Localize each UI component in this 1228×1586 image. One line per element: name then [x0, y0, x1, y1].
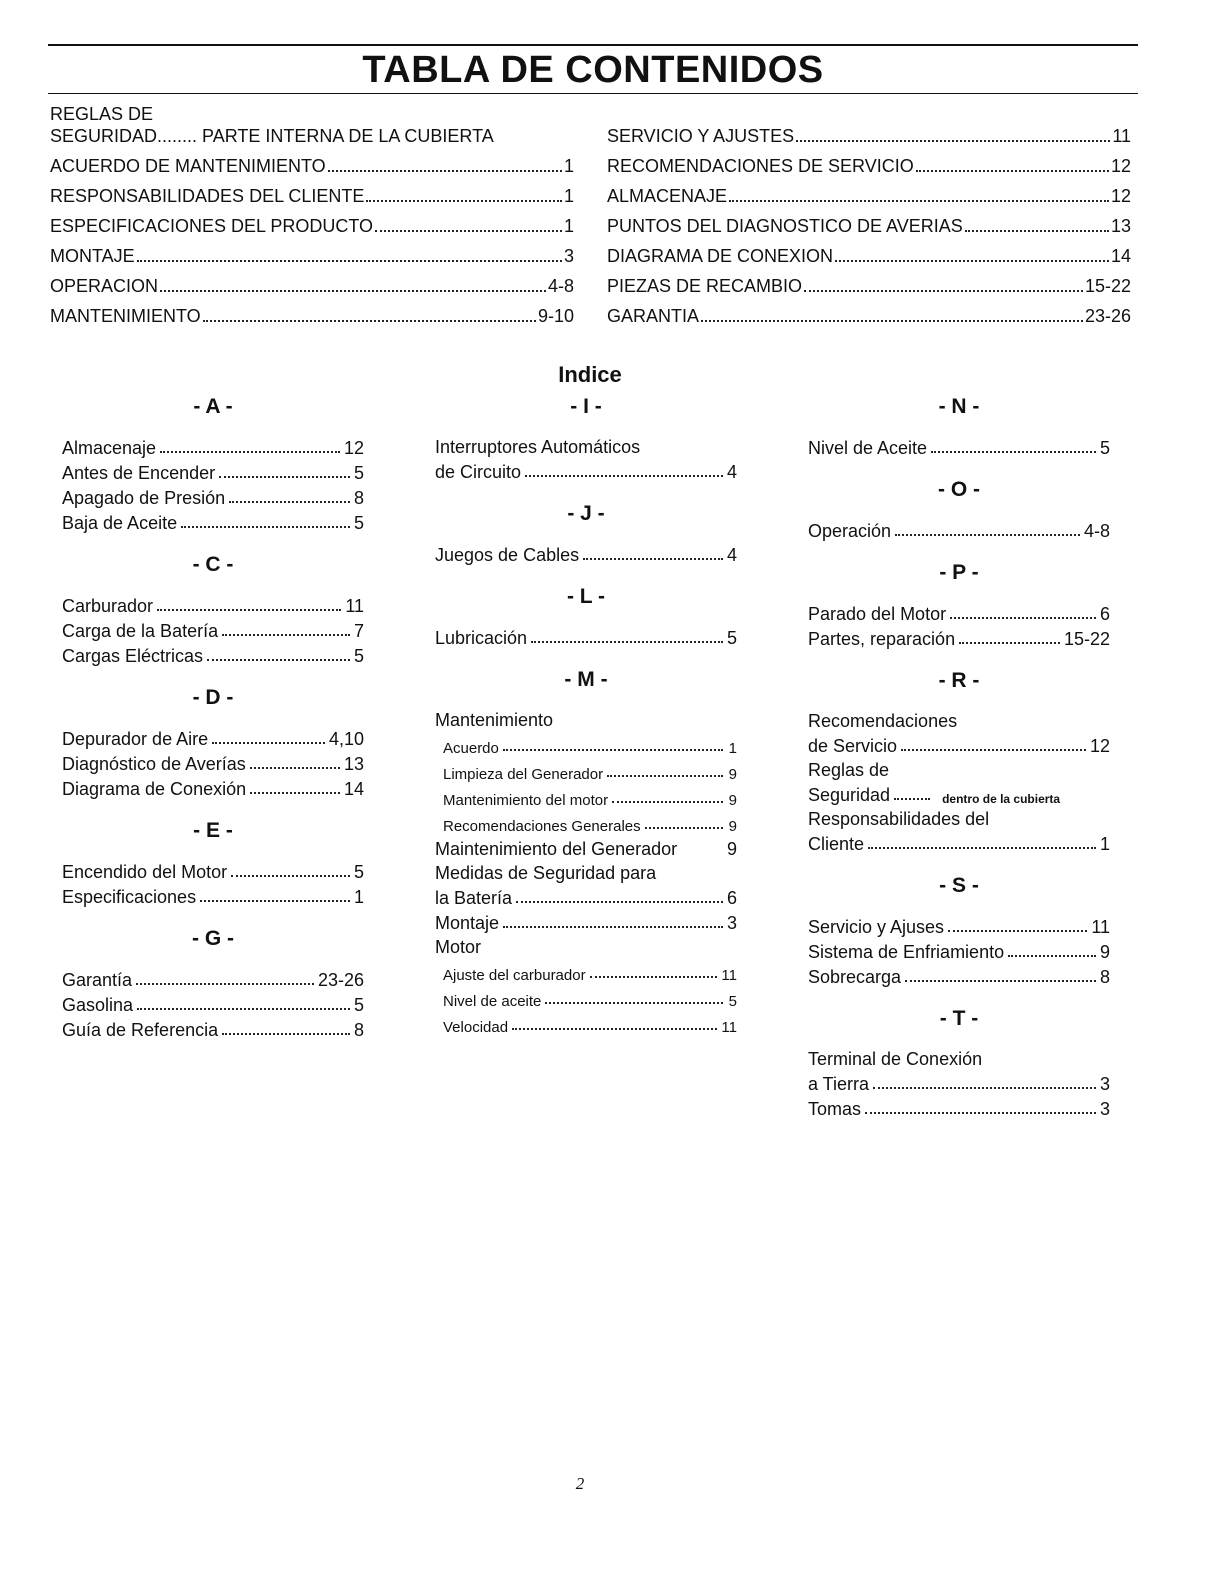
index-entry: [808, 600, 1110, 625]
index-entry-label: Baja de Aceite: [62, 513, 178, 533]
index-column-1: [62, 394, 364, 1059]
index-entry-label: Sistema de Enfriamiento: [808, 942, 1005, 962]
index-entry: [435, 541, 737, 566]
index-entry-label: Interruptores Automáticos: [435, 437, 641, 457]
dot-leader: [545, 1001, 723, 1004]
dot-leader: [157, 608, 341, 611]
index-entry-label: Medidas de Seguridad para: [435, 863, 657, 883]
toc-row: [607, 177, 1131, 207]
index-entry: [62, 434, 364, 459]
index-entry-label: Depurador de Aire: [62, 729, 209, 749]
index-entry: [435, 707, 737, 731]
index-letter-heading: - R -: [938, 669, 980, 692]
index-entry: [62, 1016, 364, 1041]
toc-label: ESPECIFICACIONES DEL PRODUCTO: [50, 216, 374, 236]
index-letter-heading: - A -: [193, 395, 233, 418]
index-entry: [435, 958, 737, 984]
index-entry-page: 5: [728, 993, 737, 1010]
dot-leader: [948, 929, 1087, 932]
toc-row: [50, 177, 574, 207]
index-entry-label: Mantenimiento del motor: [443, 792, 609, 809]
index-section: [62, 552, 364, 667]
index-entry-label: Acuerdo: [443, 740, 499, 757]
dot-leader: [219, 475, 350, 478]
index-entry: [435, 783, 737, 809]
toc-page-number: 23-26: [1084, 306, 1131, 326]
dot-leader: [160, 289, 546, 292]
index-entry-label: Nivel de aceite: [443, 993, 542, 1010]
index-letter-heading: - C -: [192, 553, 234, 576]
index-entry: [62, 750, 364, 775]
toc-page-number: 4-8: [547, 276, 574, 296]
index-entry-page: 14: [343, 779, 364, 799]
index-entry-note: dentro de la cubierta: [942, 792, 1061, 806]
index-entry: [435, 809, 737, 835]
index-entry-page: 1: [1099, 834, 1110, 854]
index-entry: [435, 731, 737, 757]
index-entry-page: 5: [726, 628, 737, 648]
toc-label: REGLAS DE SEGURIDAD........ PARTE INTERNA DE LA CUBIERTA: [50, 104, 494, 146]
toc-row: [50, 147, 574, 177]
index-entry-page: 15-22: [1063, 629, 1110, 649]
index-letter-heading: - L -: [566, 585, 606, 608]
toc-label: MONTAJE: [50, 246, 135, 266]
dot-leader: [229, 500, 350, 503]
index-entry-label: Juegos de Cables: [435, 545, 580, 565]
index-entry-page: 11: [721, 1019, 737, 1036]
page-number: 2: [575, 1474, 585, 1493]
index-entry-label: Cargas Eléctricas: [62, 646, 204, 666]
toc-row: [50, 207, 574, 237]
dot-leader: [366, 199, 562, 202]
index-entry-label: Antes de Encender: [62, 463, 216, 483]
index-entry-label: Recomendaciones: [808, 711, 958, 731]
index-entry-label: Carga de la Batería: [62, 621, 219, 641]
dot-leader: [804, 289, 1083, 292]
index-entry-page: 11: [721, 967, 737, 984]
index-entry: [435, 934, 737, 958]
index-entry-label: Mantenimiento: [435, 710, 554, 730]
toc-page-number: 14: [1110, 246, 1131, 266]
index-entry-page: 7: [353, 621, 364, 641]
toc-label: RESPONSABILIDADES DEL CLIENTE: [50, 186, 365, 206]
index-entry-label: Recomendaciones Generales: [443, 818, 641, 835]
index-entry-page: 4-8: [1083, 521, 1110, 541]
index-entry-page: 4: [726, 462, 737, 482]
dot-leader: [222, 633, 350, 636]
toc-row: [50, 237, 574, 267]
index-section: [62, 818, 364, 908]
dot-leader: [729, 199, 1109, 202]
toc-row: [50, 297, 574, 327]
index-entry-label: Terminal de Conexión: [808, 1049, 983, 1069]
dot-leader: [212, 741, 325, 744]
toc-left-column: [50, 103, 574, 327]
toc-row: [607, 237, 1131, 267]
toc-label: MANTENIMIENTO: [50, 306, 201, 326]
dot-leader: [203, 319, 536, 322]
index-entry-page: 5: [353, 995, 364, 1015]
index-entry: [435, 757, 737, 783]
toc-page-number: 12: [1110, 186, 1131, 206]
index-entry-label: Tomas: [808, 1099, 862, 1119]
index-entry-label: Diagrama de Conexión: [62, 779, 247, 799]
index-entry-page: 9: [728, 792, 737, 809]
index-entry: [808, 806, 1110, 830]
toc-label: PIEZAS DE RECAMBIO: [607, 276, 803, 296]
index-entry-label: Servicio y Ajuses: [808, 917, 945, 937]
index-section: [808, 1006, 1110, 1120]
dot-leader: [200, 899, 350, 902]
index-entry-label: Nivel de Aceite: [808, 438, 928, 458]
dot-leader: [865, 1111, 1096, 1114]
index-entry-page: 3: [1099, 1074, 1110, 1094]
index-entry-label: Reglas de: [808, 760, 890, 780]
index-entry-page: 13: [343, 754, 364, 774]
index-entry-label: de Circuito: [435, 462, 522, 482]
page-title: TABLA DE CONTENIDOS: [362, 49, 824, 91]
index-entry-label: la Batería: [435, 888, 513, 908]
toc-row: [607, 147, 1131, 177]
index-entry-label: Seguridad: [808, 785, 891, 805]
index-entry: [62, 883, 364, 908]
dot-leader: [868, 846, 1096, 849]
dot-leader: [901, 748, 1086, 751]
dot-leader: [894, 797, 930, 800]
index-entry-label: Lubricación: [435, 628, 528, 648]
index-entry-page: 11: [345, 596, 364, 616]
index-section: [808, 668, 1110, 855]
index-section: [435, 394, 737, 483]
index-entry-page: 11: [1091, 917, 1110, 937]
index-entry: [435, 835, 737, 860]
index-entry: [808, 625, 1110, 650]
index-section: [62, 926, 364, 1041]
index-letter-heading: - O -: [938, 478, 980, 501]
index-section: [808, 394, 1110, 459]
dot-leader: [905, 979, 1096, 982]
toc-page-number: 11: [1112, 126, 1131, 146]
toc-label: DIAGRAMA DE CONEXION: [607, 246, 834, 266]
index-letter-heading: - E -: [193, 819, 233, 842]
dot-leader: [375, 229, 562, 232]
dot-leader: [531, 640, 723, 643]
index-letter-heading: - I -: [570, 395, 602, 418]
index-letter-heading: - P -: [939, 561, 979, 584]
index-entry-page: 6: [1099, 604, 1110, 624]
index-entry-label: Especificaciones: [62, 887, 197, 907]
toc-row: [607, 297, 1131, 327]
index-entry-label: Partes, reparación: [808, 629, 956, 649]
index-entry-label: Operación: [808, 521, 892, 541]
index-entry: [808, 708, 1110, 732]
index-section: [62, 685, 364, 800]
toc-page-number: 3: [563, 246, 574, 266]
index-entry: [808, 732, 1110, 757]
index-entry-page: 8: [353, 1020, 364, 1040]
toc-page-number: 1: [563, 186, 574, 206]
toc-row: [50, 267, 574, 297]
index-letter-heading: - S -: [939, 874, 979, 897]
dot-leader: [516, 900, 723, 903]
index-column-2: [435, 394, 737, 1054]
toc-label: GARANTIA: [607, 306, 700, 326]
index-entry: [808, 830, 1110, 855]
dot-leader: [835, 259, 1109, 262]
dot-leader: [965, 229, 1109, 232]
index-entry-page: 23-26: [317, 970, 364, 990]
index-entry-label: Velocidad: [443, 1019, 509, 1036]
dot-leader: [873, 1086, 1096, 1089]
index-entry: [435, 624, 737, 649]
dot-leader: [583, 557, 723, 560]
index-entry: [435, 909, 737, 934]
index-entry-label: Parado del Motor: [808, 604, 947, 624]
index-entry: [62, 991, 364, 1016]
index-entry: [62, 509, 364, 534]
index-entry: [808, 963, 1110, 988]
index-entry-label: Guía de Referencia: [62, 1020, 219, 1040]
index-entry-label: Cliente: [808, 834, 865, 854]
top-rule: [48, 44, 1138, 46]
toc-row: [50, 103, 574, 147]
index-entry-page: 9: [728, 818, 737, 835]
toc-page-number: 13: [1110, 216, 1131, 236]
dot-leader: [959, 641, 1060, 644]
dot-leader: [207, 658, 350, 661]
index-entry-page: 5: [1099, 438, 1110, 458]
dot-leader: [328, 169, 562, 172]
index-entry: [62, 642, 364, 667]
index-entry-label: Ajuste del carburador: [443, 967, 586, 984]
index-title: Indice: [558, 362, 622, 387]
index-entry-page: 9: [728, 766, 737, 783]
index-entry: [62, 966, 364, 991]
dot-leader: [607, 774, 723, 777]
index-section: [435, 501, 737, 566]
index-entry-page: 6: [726, 888, 737, 908]
index-entry: [435, 884, 737, 909]
index-letter-heading: - T -: [939, 1007, 979, 1030]
toc-row: [607, 103, 1131, 147]
dot-leader: [137, 1007, 350, 1010]
index-entry-label: Motor: [435, 937, 482, 957]
title-rule: [48, 93, 1138, 94]
dot-leader: [590, 975, 718, 978]
toc-row: [607, 207, 1131, 237]
dot-leader: [160, 450, 340, 453]
index-entry: [62, 484, 364, 509]
toc-page-number: 1: [563, 156, 574, 176]
dot-leader: [645, 826, 723, 829]
toc-label: PUNTOS DEL DIAGNOSTICO DE AVERIAS: [607, 216, 963, 236]
toc-page-number: 9-10: [537, 306, 574, 326]
index-entry: [435, 434, 737, 458]
toc-page-number: 1: [563, 216, 574, 236]
dot-leader: [503, 925, 723, 928]
dot-leader: [525, 474, 723, 477]
index-entry: [62, 725, 364, 750]
dot-leader: [1008, 954, 1096, 957]
index-entry-label: Responsabilidades del: [808, 809, 990, 829]
index-column-3: [808, 394, 1110, 1138]
index-entry-label: Apagado de Presión: [62, 488, 226, 508]
index-entry: [808, 434, 1110, 459]
index-entry: [808, 517, 1110, 542]
index-letter-heading: - G -: [192, 927, 234, 950]
dot-leader: [916, 169, 1109, 172]
index-entry: [808, 1070, 1110, 1095]
index-entry: [435, 1010, 737, 1036]
index-section: [808, 560, 1110, 650]
dot-leader: [503, 748, 723, 751]
index-entry: [808, 913, 1110, 938]
index-letter-heading: - M -: [564, 668, 608, 691]
index-entry: [62, 617, 364, 642]
index-entry: [62, 459, 364, 484]
index-entry-page: 8: [1099, 967, 1110, 987]
index-entry-page: 3: [1099, 1099, 1110, 1119]
index-entry-page: 9: [1099, 942, 1110, 962]
index-entry-label: Almacenaje: [62, 438, 157, 458]
index-entry-page: 8: [353, 488, 364, 508]
index-entry: [62, 775, 364, 800]
index-entry-label: Garantía: [62, 970, 133, 990]
index-entry: [435, 458, 737, 483]
index-entry-label: a Tierra: [808, 1074, 870, 1094]
index-entry: [435, 984, 737, 1010]
index-entry: [62, 858, 364, 883]
index-section: [62, 394, 364, 534]
index-entry-page: 4: [726, 545, 737, 565]
toc-page-number: 12: [1110, 156, 1131, 176]
index-entry: [62, 592, 364, 617]
index-letter-heading: - J -: [567, 502, 605, 525]
index-letter-heading: - N -: [938, 395, 980, 418]
index-entry-label: Gasolina: [62, 995, 134, 1015]
index-entry-page: 9: [726, 839, 737, 859]
index-entry-label: Encendido del Motor: [62, 862, 228, 882]
index-entry-label: Montaje: [435, 913, 500, 933]
dot-leader: [931, 450, 1096, 453]
dot-leader: [250, 766, 340, 769]
index-entry-page: 1: [728, 740, 737, 757]
index-section: [435, 584, 737, 649]
dot-leader: [181, 525, 350, 528]
dot-leader: [895, 533, 1080, 536]
dot-leader: [231, 874, 350, 877]
toc-right-column: [607, 103, 1131, 327]
dot-leader: [250, 791, 340, 794]
index-entry: [435, 860, 737, 884]
toc-label: SERVICIO Y AJUSTES: [607, 126, 795, 146]
index-entry-page: 4,10: [328, 729, 364, 749]
index-entry-label: Diagnóstico de Averías: [62, 754, 246, 774]
dot-leader: [950, 616, 1096, 619]
dot-leader: [701, 319, 1083, 322]
index-entry-page: 5: [353, 463, 364, 483]
index-entry: [808, 781, 1110, 806]
index-entry-page: 12: [1089, 736, 1110, 756]
index-entry-page: 12: [343, 438, 364, 458]
index-section: [435, 667, 737, 1036]
index-entry-label: de Servicio: [808, 736, 898, 756]
dot-leader: [612, 800, 723, 803]
index-entry: [808, 1046, 1110, 1070]
toc-label: OPERACION: [50, 276, 159, 296]
index-entry-page: 5: [353, 513, 364, 533]
toc-label: ACUERDO DE MANTENIMIENTO: [50, 156, 326, 176]
index-entry-label: Sobrecarga: [808, 967, 902, 987]
index-entry-label: Carburador: [62, 596, 154, 616]
dot-leader: [222, 1032, 350, 1035]
toc-row: [607, 267, 1131, 297]
dot-leader: [796, 139, 1110, 142]
index-entry-page: 5: [353, 862, 364, 882]
index-section: [808, 477, 1110, 542]
index-entry: [808, 1095, 1110, 1120]
index-entry-page: 3: [726, 913, 737, 933]
dot-leader: [512, 1027, 717, 1030]
toc-label: ALMACENAJE: [607, 186, 728, 206]
dot-leader: [137, 259, 562, 262]
index-entry-label: Maintenimiento del Generador: [435, 839, 678, 859]
index-entry: [808, 757, 1110, 781]
index-section: [808, 873, 1110, 988]
index-letter-heading: - D -: [192, 686, 234, 709]
toc-label: RECOMENDACIONES DE SERVICIO: [607, 156, 914, 176]
index-entry-page: 5: [353, 646, 364, 666]
index-entry: [808, 938, 1110, 963]
toc-page-number: 15-22: [1084, 276, 1131, 296]
index-entry-label: Limpieza del Generador: [443, 766, 604, 783]
dot-leader: [136, 982, 314, 985]
index-entry-page: 1: [353, 887, 364, 907]
